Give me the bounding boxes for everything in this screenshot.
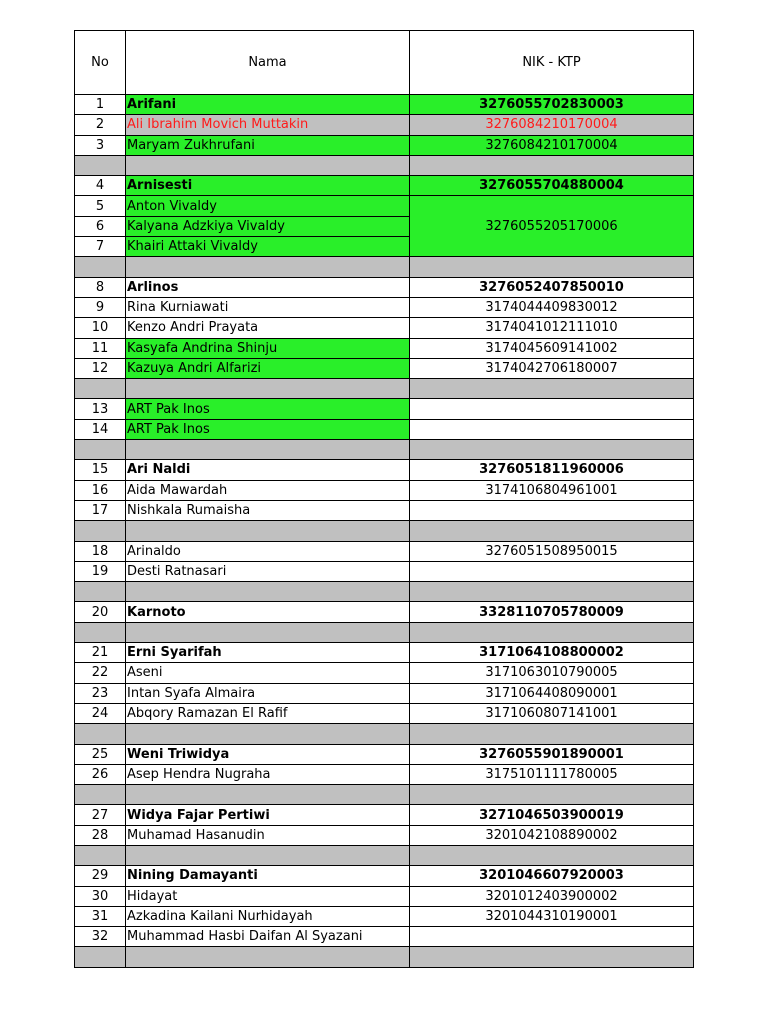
separator-cell: [125, 521, 409, 541]
header-nama: Nama: [125, 30, 409, 95]
separator-cell: [409, 785, 694, 805]
separator-cell: [74, 947, 125, 967]
row-nik: 3171063010790005: [409, 663, 694, 683]
row-nama: Nining Damayanti: [125, 866, 409, 886]
separator-cell: [125, 440, 409, 460]
row-nik: 3174045609141002: [409, 339, 694, 359]
row-nama: Maryam Zukhrufani: [125, 136, 409, 156]
row-number: 19: [74, 562, 125, 582]
row-nik: 3171064108800002: [409, 643, 694, 663]
separator-cell: [409, 623, 694, 643]
separator-cell: [74, 521, 125, 541]
table-row: [74, 136, 694, 156]
table-row: [74, 501, 694, 521]
row-nama: Rina Kurniawati: [125, 298, 409, 318]
separator-cell: [125, 846, 409, 866]
row-nik: [409, 399, 694, 419]
table-row: [74, 196, 694, 216]
row-nama: Muhammad Hasbi Daifan Al Syazani: [125, 927, 409, 947]
row-number: 2: [74, 115, 125, 135]
row-number: 5: [74, 196, 125, 216]
row-nik: 3201046607920003: [409, 866, 694, 886]
separator-cell: [74, 440, 125, 460]
row-nik: 3328110705780009: [409, 602, 694, 622]
row-number: 20: [74, 602, 125, 622]
row-nama: Khairi Attaki Vivaldy: [125, 237, 409, 257]
separator-cell: [74, 846, 125, 866]
separator-cell: [125, 156, 409, 176]
table-row: [74, 176, 694, 196]
row-nik: 3276055702830003: [409, 95, 694, 115]
separator-cell: [74, 379, 125, 399]
separator-cell: [409, 724, 694, 744]
row-number: 3: [74, 136, 125, 156]
separator-cell: [409, 521, 694, 541]
row-number: 9: [74, 298, 125, 318]
row-nik: 3201044310190001: [409, 907, 694, 927]
row-nama: Muhamad Hasanudin: [125, 826, 409, 846]
row-number: 11: [74, 339, 125, 359]
row-number: 32: [74, 927, 125, 947]
row-number: 29: [74, 866, 125, 886]
row-number: 27: [74, 805, 125, 825]
separator-cell: [409, 947, 694, 967]
row-nama: Asep Hendra Nugraha: [125, 765, 409, 785]
table-row: [74, 826, 694, 846]
row-number: 26: [74, 765, 125, 785]
row-nama: Azkadina Kailani Nurhidayah: [125, 907, 409, 927]
row-nama: Desti Ratnasari: [125, 562, 409, 582]
table-row: [74, 765, 694, 785]
row-nik: [409, 420, 694, 440]
row-number: 12: [74, 359, 125, 379]
row-nik: 3271046503900019: [409, 805, 694, 825]
separator-cell: [74, 785, 125, 805]
row-nama: Aseni: [125, 663, 409, 683]
row-number: 25: [74, 745, 125, 765]
row-nik: 3276055704880004: [409, 176, 694, 196]
header-nik: NIK - KTP: [409, 30, 694, 95]
separator-cell: [74, 257, 125, 277]
row-nama: Arifani: [125, 95, 409, 115]
separator-row: [74, 582, 694, 602]
row-number: 7: [74, 237, 125, 257]
row-nik: 3174041012111010: [409, 318, 694, 338]
table-row: [74, 318, 694, 338]
separator-cell: [409, 582, 694, 602]
table-row: [74, 887, 694, 907]
separator-row: [74, 156, 694, 176]
row-number: 6: [74, 217, 125, 237]
separator-cell: [409, 257, 694, 277]
row-nik: 3201042108890002: [409, 826, 694, 846]
row-number: 15: [74, 460, 125, 480]
separator-cell: [74, 156, 125, 176]
table-row: [74, 339, 694, 359]
table-row: [74, 745, 694, 765]
row-nik: [409, 196, 694, 216]
row-nik: 3174106804961001: [409, 481, 694, 501]
row-number: 8: [74, 278, 125, 298]
table-row: [74, 805, 694, 825]
table-row: [74, 866, 694, 886]
row-nik: 3175101111780005: [409, 765, 694, 785]
separator-row: [74, 257, 694, 277]
row-nama: Arinaldo: [125, 542, 409, 562]
row-nama: Arlinos: [125, 278, 409, 298]
row-nik: 3276055901890001: [409, 745, 694, 765]
data-table: [74, 30, 694, 968]
table-row: [74, 298, 694, 318]
row-number: 17: [74, 501, 125, 521]
table-row: [74, 237, 694, 257]
row-number: 30: [74, 887, 125, 907]
row-nama: Aida Mawardah: [125, 481, 409, 501]
separator-cell: [125, 623, 409, 643]
separator-cell: [409, 440, 694, 460]
table-row: [74, 663, 694, 683]
header-row: [74, 30, 694, 95]
row-number: 21: [74, 643, 125, 663]
row-nik: [409, 501, 694, 521]
row-nik: 3171060807141001: [409, 704, 694, 724]
row-nama: Arnisesti: [125, 176, 409, 196]
separator-cell: [74, 623, 125, 643]
table-row: [74, 399, 694, 419]
row-nik: 3276051508950015: [409, 542, 694, 562]
row-number: 18: [74, 542, 125, 562]
row-nik: [409, 927, 694, 947]
row-nik: 3276084210170004: [409, 136, 694, 156]
row-nama: Kenzo Andri Prayata: [125, 318, 409, 338]
row-nama: Nishkala Rumaisha: [125, 501, 409, 521]
row-number: 14: [74, 420, 125, 440]
row-nik: 3171064408090001: [409, 684, 694, 704]
table-row: [74, 95, 694, 115]
row-nik: 3276052407850010: [409, 278, 694, 298]
table-row: [74, 359, 694, 379]
row-nik: [409, 237, 694, 257]
row-number: 31: [74, 907, 125, 927]
table-row: [74, 278, 694, 298]
row-nik: 3174042706180007: [409, 359, 694, 379]
row-nama: Ali Ibrahim Movich Muttakin: [125, 115, 409, 135]
row-number: 10: [74, 318, 125, 338]
table-row: [74, 704, 694, 724]
row-nama: Intan Syafa Almaira: [125, 684, 409, 704]
row-number: 23: [74, 684, 125, 704]
row-number: 24: [74, 704, 125, 724]
row-nama: Erni Syarifah: [125, 643, 409, 663]
table-row: [74, 602, 694, 622]
separator-row: [74, 947, 694, 967]
separator-cell: [74, 582, 125, 602]
separator-cell: [125, 947, 409, 967]
table-row: [74, 927, 694, 947]
separator-cell: [125, 785, 409, 805]
row-nik: [409, 562, 694, 582]
row-number: 13: [74, 399, 125, 419]
separator-cell: [409, 846, 694, 866]
table-row: [74, 460, 694, 480]
separator-row: [74, 724, 694, 744]
table-row: [74, 907, 694, 927]
separator-cell: [125, 582, 409, 602]
separator-cell: [409, 379, 694, 399]
table-row: [74, 643, 694, 663]
separator-cell: [125, 379, 409, 399]
row-nik: 3174044409830012: [409, 298, 694, 318]
separator-row: [74, 379, 694, 399]
separator-cell: [409, 156, 694, 176]
row-nama: Kazuya Andri Alfarizi: [125, 359, 409, 379]
row-nik: 3276084210170004: [409, 115, 694, 135]
row-nama: Kalyana Adzkiya Vivaldy: [125, 217, 409, 237]
table-row: [74, 115, 694, 135]
row-nik: 3276051811960006: [409, 460, 694, 480]
row-nama: Ari Naldi: [125, 460, 409, 480]
row-nama: Karnoto: [125, 602, 409, 622]
table-row: [74, 542, 694, 562]
separator-row: [74, 521, 694, 541]
row-number: 16: [74, 481, 125, 501]
row-nama: Anton Vivaldy: [125, 196, 409, 216]
row-number: 1: [74, 95, 125, 115]
row-number: 22: [74, 663, 125, 683]
row-nama: ART Pak Inos: [125, 399, 409, 419]
table-row: [74, 420, 694, 440]
row-nama: ART Pak Inos: [125, 420, 409, 440]
table-row: [74, 562, 694, 582]
row-nik: 3276055205170006: [409, 217, 694, 237]
row-nama: Kasyafa Andrina Shinju: [125, 339, 409, 359]
header-no: No: [74, 30, 125, 95]
row-nama: Abqory Ramazan El Rafif: [125, 704, 409, 724]
row-nama: Widya Fajar Pertiwi: [125, 805, 409, 825]
separator-row: [74, 846, 694, 866]
separator-row: [74, 440, 694, 460]
table-row: [74, 217, 694, 237]
separator-cell: [74, 724, 125, 744]
separator-row: [74, 623, 694, 643]
row-nik: 3201012403900002: [409, 887, 694, 907]
row-number: 4: [74, 176, 125, 196]
row-nama: Hidayat: [125, 887, 409, 907]
separator-cell: [125, 724, 409, 744]
table-body: [74, 95, 694, 968]
table-row: [74, 481, 694, 501]
row-nama: Weni Triwidya: [125, 745, 409, 765]
separator-cell: [125, 257, 409, 277]
row-number: 28: [74, 826, 125, 846]
separator-row: [74, 785, 694, 805]
table-row: [74, 684, 694, 704]
